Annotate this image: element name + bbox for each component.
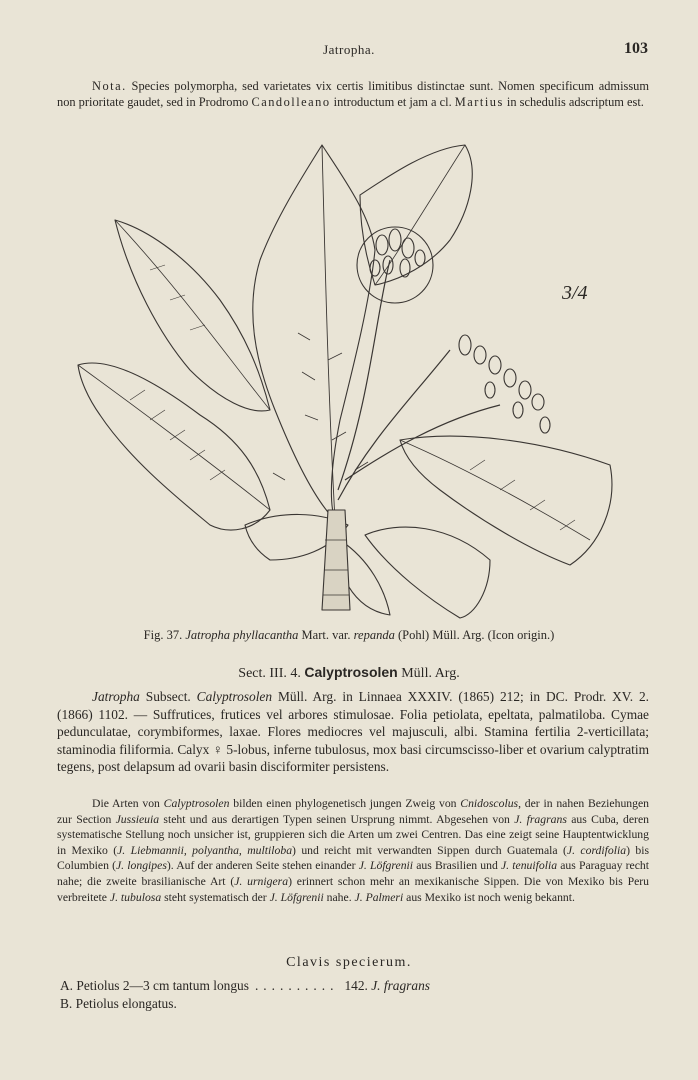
taxon-name: Jussieuia — [115, 812, 160, 826]
leaf-center — [253, 145, 375, 520]
nota-text: introductum et jam a cl. — [330, 95, 455, 109]
taxon-name: J. cordifolia — [566, 843, 627, 857]
caption-prefix: Fig. 37. — [143, 628, 186, 642]
candolleano-name: Candolleano — [251, 95, 331, 109]
flower-cluster-right — [459, 335, 550, 433]
nota-label: Nota. — [92, 79, 127, 93]
taxon-name: Calyptrosolen — [163, 797, 230, 810]
key-a-species: J. fragrans — [371, 978, 430, 993]
taxon-name: J. fragrans — [514, 812, 567, 826]
german-text: nahe. — [323, 890, 355, 904]
leaf-left — [78, 363, 270, 530]
german-text: aus Paraguay recht nahe; die zweite brasilianische Art ( — [57, 859, 649, 888]
taxon-name: J. urnigera — [234, 874, 289, 888]
section-author: Müll. Arg. — [397, 666, 460, 681]
running-title: Jatropha. — [323, 42, 375, 57]
flower-cluster-top — [357, 227, 433, 303]
clavis-title: Clavis specierum. — [286, 955, 412, 970]
german-paragraph — [57, 796, 649, 905]
german-text: steht und aus derartigen Typen seinen Ursprung nimmt. Abgesehen von — [159, 812, 515, 826]
latin-description — [57, 688, 649, 776]
key-a-text: A. Petiolus 2—3 cm tantum longus — [60, 978, 249, 993]
taxon-name: Cnidoscolus — [460, 797, 519, 810]
german-text: aus Mexiko ist noch wenig bekannt. — [403, 890, 575, 904]
latin-genus: Jatropha — [92, 689, 140, 704]
jatropha-illustration — [70, 140, 630, 620]
caption-suffix: (Pohl) Müll. Arg. (Icon origin.) — [394, 628, 555, 642]
caption-variety: repanda — [353, 628, 395, 642]
leaf-upper-left — [115, 220, 270, 411]
latin-subsect: Calyptrosolen — [196, 689, 273, 704]
german-text: aus Brasilien und — [413, 859, 501, 873]
german-text: steht systematisch der — [161, 890, 270, 904]
latin-text: Müll. Arg. in Linnaea XXXIV. (1865) 212; in DC. Prodr. XV. 2. (1866) 1102. — Suffrutices, frutices vel arbores stimulosae. Folia petiolata, epeltata, palmatiloba. Cymae pedunculatae, corymbiformes, laxae. Flores mediocres vel majusculi, albi. Stamina fertilia 2-verticillata; staminodia filiformia. Calyx ♀ 5-lobus, inferne tubulosus, mox basi circumscisso-liber et ovarium calyptratim tegens, post delapsum ad ovarii basin disciformiter persistens. — [57, 689, 649, 774]
german-text: ) bis Columbien ( — [57, 843, 650, 873]
running-head — [0, 42, 698, 62]
german-text: ) und reicht mit verwandten Sippen durch Guatemala ( — [292, 843, 567, 857]
taxon-name: J. Palmeri — [354, 890, 404, 904]
taxon-name: J. tubulosa — [109, 890, 162, 904]
section-heading — [0, 664, 698, 682]
german-text: ) erinnert schon mehr an mexikanische Sippen. Die von Mexiko bis Peru verbreitete — [57, 874, 649, 904]
taxon-name: J. Löfgrenii — [269, 890, 324, 904]
leaf-right — [400, 436, 612, 565]
key-a-ref: 142. — [344, 978, 372, 993]
section-prefix: Sect. III. 4. — [238, 666, 305, 681]
caption-species: Jatropha phyllacantha — [185, 628, 299, 642]
figure-caption — [0, 628, 698, 643]
nota-text: in schedulis adscriptum est. — [503, 95, 644, 109]
page-number: 103 — [624, 40, 648, 57]
german-text: ). Auf der anderen Seite stehen einander — [166, 859, 359, 873]
nota-paragraph — [57, 78, 649, 110]
section-name: Calyptrosolen — [304, 664, 398, 680]
key-entry-a — [60, 978, 620, 994]
key-entry-b: B. Petiolus elongatus. — [60, 996, 177, 1011]
taxon-name: J. Löfgrenii — [358, 859, 414, 873]
german-text: Die Arten von — [92, 797, 164, 810]
key-a-dots: .......... — [254, 978, 339, 993]
martius-name: Martius — [454, 95, 504, 109]
leaf-lower-right — [365, 527, 490, 618]
nota-text: Species polymorpha, sed varietates vix certis limitibus distinctae sunt. Nomen specificum admissum non prioritate gaudet, sed in Prodromo — [57, 79, 649, 109]
taxon-name: J. Liebmannii, polyantha, multiloba — [117, 843, 293, 857]
taxon-name: J. tenuifolia — [501, 859, 558, 873]
taxon-name: J. longipes — [116, 859, 167, 873]
german-text: bilden einen phylogenetisch jungen Zweig von — [229, 797, 461, 810]
german-text: aus Cuba, deren systematische Stellung noch unsicher ist, gruppieren sich die Arten um zwei Centren. Das eine zeigt seine Hauptentwicklung in Mexiko ( — [57, 812, 649, 857]
latin-text: Subsect. — [139, 689, 197, 704]
german-text: , der in nahen Beziehungen zur Section — [57, 797, 650, 826]
caption-mid: Mart. var. — [298, 628, 354, 642]
scale-fraction: 3/4 — [562, 282, 588, 304]
